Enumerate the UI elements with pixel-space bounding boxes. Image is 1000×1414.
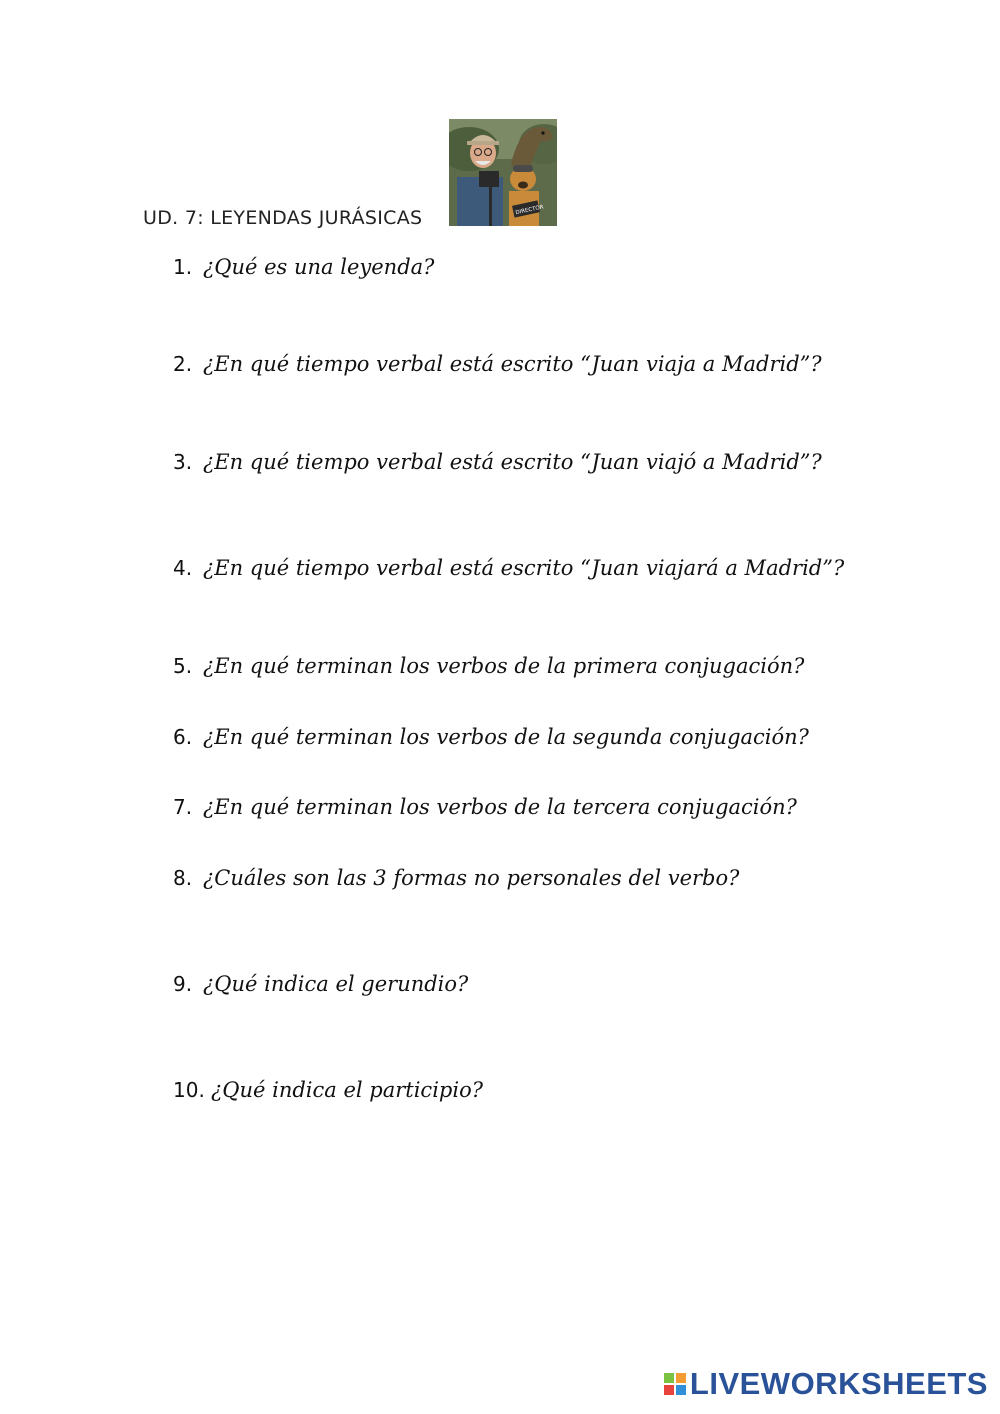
logo-block-blue xyxy=(676,1385,686,1395)
worksheet-title: UD. 7: LEYENDAS JURÁSICAS xyxy=(143,207,423,229)
question-5: 5. ¿En qué terminan los verbos de la primera conjugación? xyxy=(173,654,805,678)
logo-block-red xyxy=(664,1385,674,1395)
director-illustration xyxy=(449,119,557,226)
question-3: 3. ¿En qué tiempo verbal está escrito “Juan viajó a Madrid”? xyxy=(173,450,822,474)
logo-block-green xyxy=(664,1373,674,1383)
question-6: 6. ¿En qué terminan los verbos de la segunda conjugación? xyxy=(173,725,809,749)
question-1: 1. ¿Qué es una leyenda? xyxy=(173,255,435,279)
question-7: 7. ¿En qué terminan los verbos de la tercera conjugación? xyxy=(173,795,797,819)
question-2: 2. ¿En qué tiempo verbal está escrito “Juan viaja a Madrid”? xyxy=(173,352,822,376)
director-sign-text: DIRECTOR xyxy=(515,204,545,217)
question-4: 4. ¿En qué tiempo verbal está escrito “Juan viajará a Madrid”? xyxy=(173,556,845,580)
brand-name: LIVEWORKSHEETS xyxy=(689,1366,988,1401)
logo-block-orange xyxy=(676,1373,686,1383)
question-9: 9. ¿Qué indica el gerundio? xyxy=(173,972,469,996)
liveworksheets-logo xyxy=(664,1366,988,1402)
question-8: 8. ¿Cuáles son las 3 formas no personales del verbo? xyxy=(173,866,740,890)
logo-blocks-icon xyxy=(664,1373,686,1395)
question-10: 10. ¿Qué indica el participio? xyxy=(173,1078,483,1102)
